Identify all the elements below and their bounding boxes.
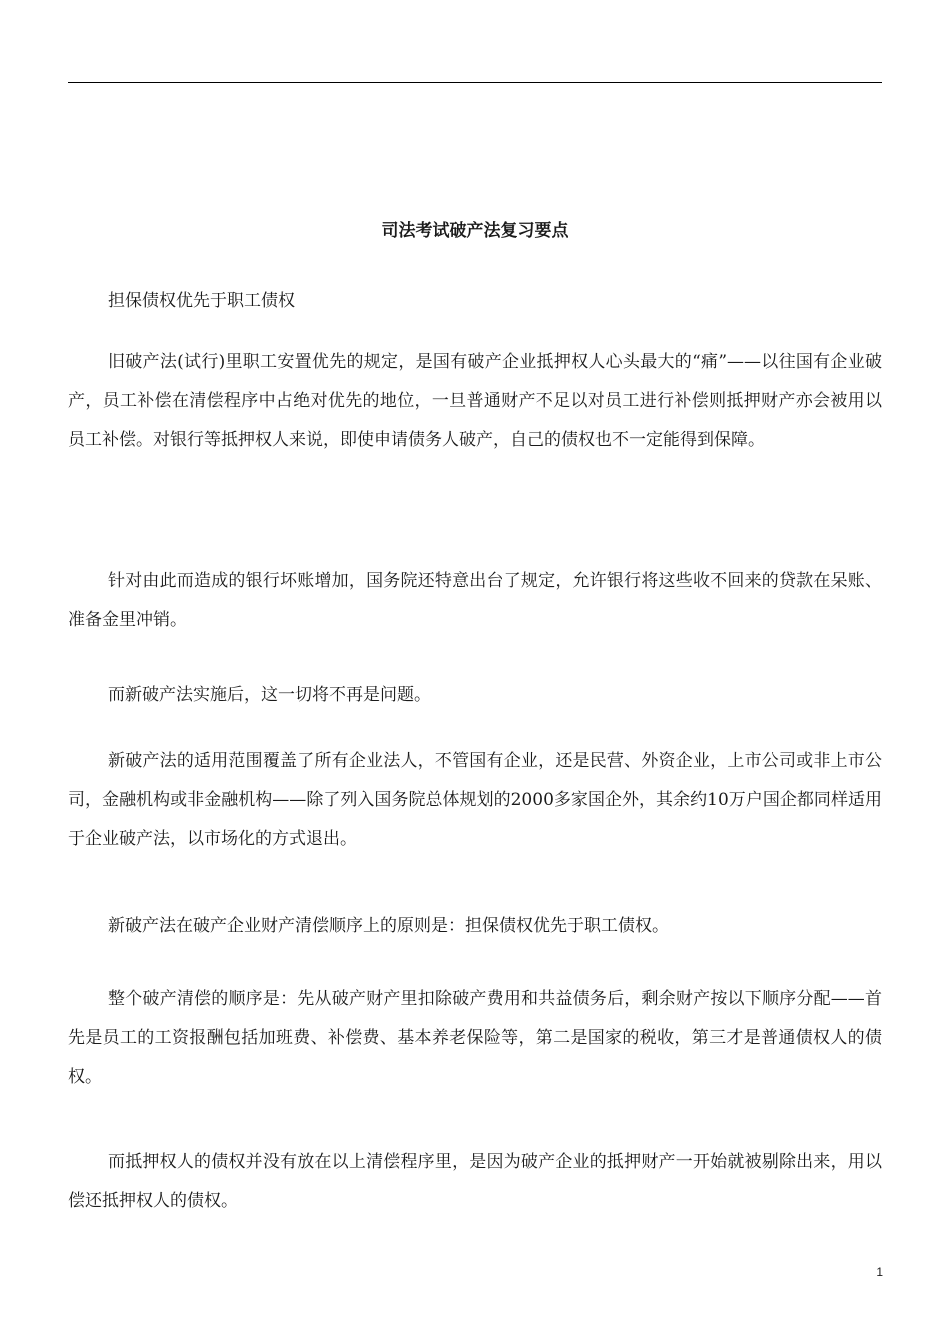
paragraph-1: 担保债权优先于职工债权 <box>108 291 295 311</box>
paragraph-3: 针对由此而造成的银行坏账增加，国务院还特意出台了规定，允许银行将这些收不回来的贷款在呆账、准备金里冲销。 <box>68 571 882 630</box>
paragraph-5: 新破产法的适用范围覆盖了所有企业法人，不管国有企业，还是民营、外资企业，上市公司或非上市公司，金融机构或非金融机构——除了列入国务院总体规划的2000多家国企外，其余约10万户国企都同样适用于企业破产法，以市场化的方式退出。 <box>68 751 882 849</box>
paragraph-6: 新破产法在破产企业财产清偿顺序上的原则是：担保债权优先于职工债权。 <box>108 916 669 936</box>
header-rule <box>68 82 882 83</box>
document-title: 司法考试破产法复习要点 <box>381 221 569 241</box>
paragraph-8: 而抵押权人的债权并没有放在以上清偿程序里，是因为破产企业的抵押财产一开始就被剔除出来，用以偿还抵押权人的债权。 <box>68 1152 882 1211</box>
paragraph-4: 而新破产法实施后，这一切将不再是问题。 <box>108 685 431 705</box>
page-number: 1 <box>876 1265 883 1279</box>
paragraph-2: 旧破产法(试行)里职工安置优先的规定，是国有破产企业抵押权人心头最大的“痛”——以往国有企业破产，员工补偿在清偿程序中占绝对优先的地位，一旦普通财产不足以对员工进行补偿则抵押财产亦会被用以员工补偿。对银行等抵押权人来说，即使申请债务人破产，自己的债权也不一定能得到保障。 <box>68 352 882 450</box>
paragraph-7: 整个破产清偿的顺序是：先从破产财产里扣除破产费用和共益债务后，剩余财产按以下顺序分配——首先是员工的工资报酬包括加班费、补偿费、基本养老保险等，第二是国家的税收，第三才是普通债权人的债权。 <box>68 989 882 1087</box>
